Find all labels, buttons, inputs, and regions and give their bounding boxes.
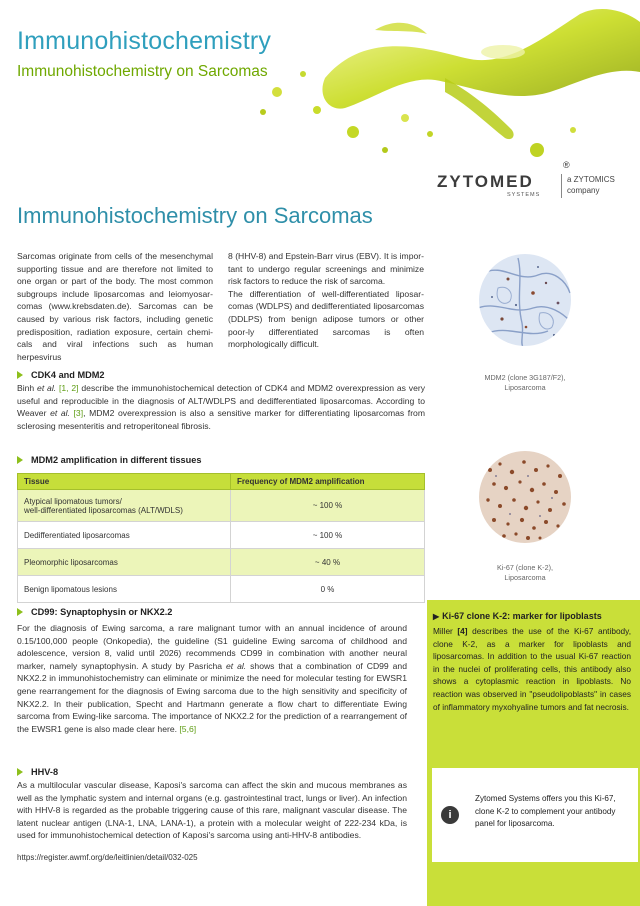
mdm2-table-heading-text: MDM2 amplification in different tissues [31, 455, 202, 465]
section-triangle-icon [17, 456, 23, 464]
table-cell-frequency: ~ 40 % [231, 549, 425, 576]
mdm2-image-caption [470, 373, 580, 393]
intro-column-2 [228, 250, 424, 351]
logo-registered: ® [563, 160, 570, 170]
sidebar-text-2: describes the use of the Ki-67 antibody, clone K-2, as a marker for lipoblasts and liposarcomas. In addition to the usual Ki-67 reaction in the nuclei of proliferating cells, this antibody also shows a cytoplasmic reaction in lipoblasts. No reaction was observed in "pseudolipoblasts" in cases of inflammatory myxohyaline tumors and fat necrosis. [433, 626, 632, 712]
mdm2-table-heading [17, 455, 202, 465]
hhv8-heading-text: HHV-8 [31, 767, 59, 777]
info-icon: i [441, 806, 459, 824]
hhv8-heading [17, 767, 58, 777]
ki67-image-caption [470, 563, 580, 583]
row1-tissue-line1: Atypical lipomatous tumors/ [24, 496, 122, 506]
cdk4-citation-1: [1, 2] [58, 383, 79, 393]
mdm2-caption-line2: Liposarcoma [504, 383, 546, 392]
ki67-caption-line1: Ki-67 (clone K-2), [497, 563, 553, 572]
logo-tagline-1: a ZYTOMICS [567, 175, 615, 184]
page-header-title: Immunohistochemistry [17, 27, 272, 55]
sidebar-text-1: Miller [433, 626, 458, 636]
table-row [18, 576, 425, 603]
hhv8-paragraph: As a multilocular vascular disease, Kaposi's sarcoma can affect the skin and mucous membranes as well as the lymphatic system and internal organs (e.g. gastrointestinal tract, lungs or liver). An infection with HHV-8 is regarded as the probable triggering cause of this rare, malignant vascular disease. The latent nuclear antigen (LNA-1, LNA, LANA-1), a protein with a molecular weight of 222-234 kDa, is used for immunohistochemical detection of Kaposi's sarcoma using anti-HHV-8 antibodies. [17, 780, 407, 841]
mdm2-amplification-table [17, 473, 425, 603]
table-row [18, 522, 425, 549]
cd99-paragraph [17, 622, 407, 735]
section-triangle-icon [17, 371, 23, 379]
guideline-url: https://register.awmf.org/de/leitlinien/detail/032-025 [17, 853, 198, 862]
table-cell-tissue: Pleomorphic liposarcomas [18, 549, 231, 576]
sidebar-citation: [4] [457, 626, 468, 636]
ki67-caption-line2: Liposarcoma [504, 573, 546, 582]
cdk4-citation-2: [3] [73, 408, 84, 419]
table-cell-tissue: Dedifferentiated liposarcomas [18, 522, 231, 549]
table-header-frequency: Frequency of MDM2 amplification [231, 474, 425, 490]
logo-divider [561, 174, 562, 198]
table-header-tissue: Tissue [18, 474, 231, 490]
cd99-citation: [5,6] [179, 723, 197, 734]
cdk4-etal-2: et al. [50, 408, 70, 419]
sidebar-paragraph [433, 625, 631, 713]
logo-wordmark: ZYTOMED [437, 172, 534, 191]
intro-column-1: Sarcomas originate from cells of the mesenchymal supporting tissue and are therefore not limited to one organ or part of the body. The most common subgroups include liposarcomas and leiomyosar-comas (www.krebsdaten.de). Sarcomas can be caused by various risk factors, including genetic predisposition, radiation exposure, certain chemi-cals and viral infections such as human herpesvirus [17, 251, 213, 362]
table-cell-tissue: Benign lipomatous lesions [18, 576, 231, 603]
cdk4-heading-text: CDK4 and MDM2 [31, 370, 105, 380]
section-triangle-icon [17, 608, 23, 616]
product-info-text: Zytomed Systems offers you this Ki-67, clone K-2 to complement your antibody panel for liposarcoma. [475, 794, 616, 829]
row1-tissue-line2: well-differentiated liposarcomas (ALT/WDLS) [24, 505, 183, 515]
ki67-micrograph-image [478, 450, 572, 544]
table-row [18, 549, 425, 576]
logo-systems: SYSTEMS [507, 192, 541, 198]
sidebar-triangle-icon: ▶ [433, 612, 440, 621]
table-cell-tissue [18, 490, 231, 522]
sidebar-heading [433, 611, 633, 621]
table-cell-frequency: ~ 100 % [231, 490, 425, 522]
table-cell-frequency: 0 % [231, 576, 425, 603]
cdk4-mdm2-heading [17, 370, 105, 380]
mdm2-micrograph-image [478, 253, 572, 347]
cd99-heading-text: CD99: Synaptophysin or NKX2.2 [31, 607, 173, 617]
table-row [18, 490, 425, 522]
sidebar-heading-text: Ki-67 clone K-2: marker for lipoblasts [442, 611, 602, 621]
cd99-heading [17, 607, 172, 617]
main-title: Immunohistochemistry on Sarcomas [17, 203, 373, 228]
table-header-row [18, 474, 425, 490]
section-triangle-icon [17, 768, 23, 776]
cdk4-text-2: describe the immunohistochemical detection of CDK4 and MDM2 overexpression as very useful and reproducible in the diagnosis of ALT/WDLPS and dedifferentiated liposarcomas. According to Weaver [17, 383, 426, 419]
cdk4-mdm2-paragraph [17, 382, 425, 432]
cdk4-text-1: Binh [17, 383, 38, 393]
zytomed-logo [437, 160, 637, 220]
intro-col2-p1: 8 (HHV-8) and Epstein-Barr virus (EBV). It is impor-tant to undergo regular screenings and minimize risk factors to reduce the risk of sarcoma. [228, 251, 424, 287]
cd99-etal: et al. [226, 660, 247, 671]
page-header-subtitle: Immunohistochemistry on Sarcomas [17, 63, 268, 80]
cdk4-etal-1: et al. [37, 383, 57, 393]
intro-col2-p2: The differentiation of well-differentiated liposar-comas (WDLPS) and dedifferentiated liposarcomas (DDLPS) from benign adipose tumors or other poor-ly differentiated sarcomas is often morphologically difficult. [228, 288, 424, 350]
cd99-text-2: shows that a combination of CD99 and NKX2.2 in immunohistochemistry can eliminate or minimize the need for molecular testing for EWSR1 gene rearrangement for the diagnosis of Ewing sarcoma due to the high sensitivity and specificity of NKX2.2. In their publication, Specht and Hartmann generate a flow chart to differentiate Ewing sarcoma from Ewing-like sarcoma. The importance of NKX2.2 for the prediction of a rearrangement of the EWSR1 gene is also made clear here. [17, 660, 407, 734]
logo-tagline-2: company [567, 186, 600, 195]
cdk4-text-3: , MDM2 overexpression is also a sensitive marker for differentiating liposarcomas from sclerosing mesenteritis and retroperitoneal fibrosis. [17, 408, 425, 431]
mdm2-caption-line1: MDM2 (clone 3G187/F2), [484, 373, 566, 382]
table-cell-frequency: ~ 100 % [231, 522, 425, 549]
cd99-text-1: For the diagnosis of Ewing sarcoma, a rare malignant tumor with an annual incidence of around 0.15/100,000 people (Onkopedia), the guideline (S1 guideline Ewing sarcoma of childhood and adolescence, version 8, valid until 2026) recommends CD99 in combination with another neural marker, namely synaptophysin. A study by Pasricha [17, 623, 407, 671]
liquid-splash-graphic [255, 0, 640, 185]
